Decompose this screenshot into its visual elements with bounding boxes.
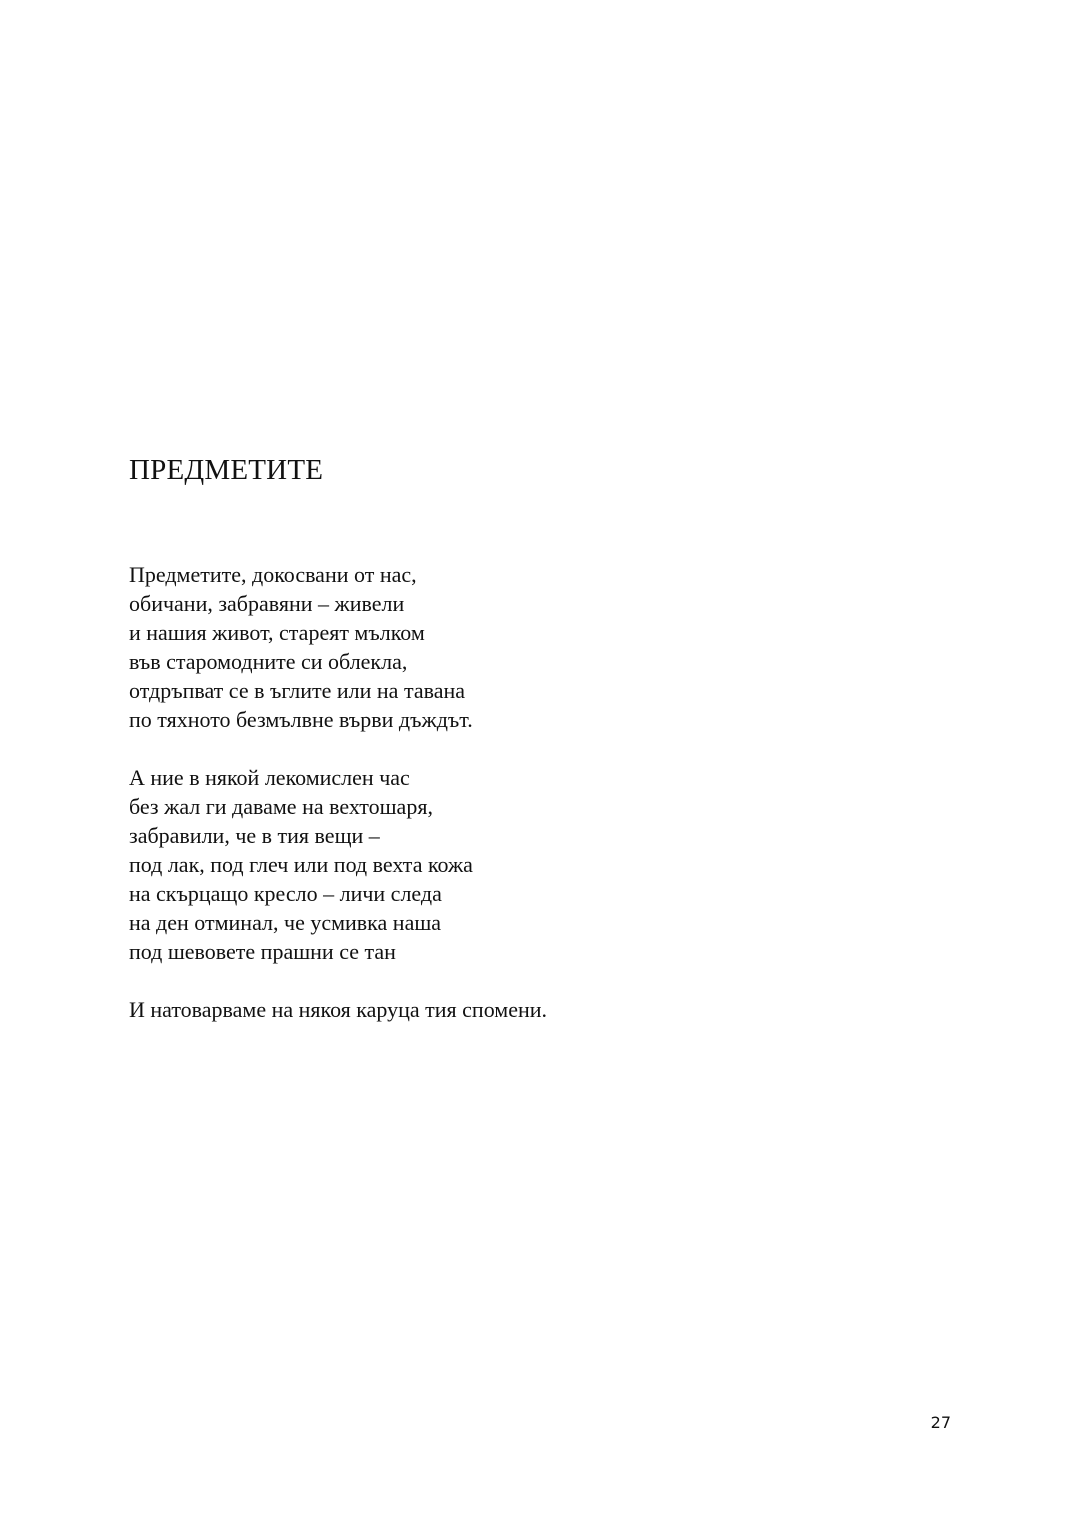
poem-line: във старомодните си облекла, [129,649,408,674]
stanza-1 [129,560,889,734]
poem-line: И натоварваме на някоя каруца тия спомени. [129,997,548,1022]
stanza-2 [129,763,889,966]
poem-line: обичани, забравяни – живели [129,591,405,616]
poem-line: по тяхното безмълвне върви дъждът. [129,707,473,732]
poem-line: и нашия живот, стареят мълком [129,620,425,645]
poem-line: А ние в някой лекомислен час [129,765,410,790]
poem-line: без жал ги даваме на вехтошаря, [129,794,433,819]
stanza-3 [129,995,889,1024]
poem-line: на ден отминал, че усмивка наша [129,910,442,935]
poem-body [129,560,889,1053]
poem-line: на скърцащо кресло – личи следа [129,881,442,906]
poem-line: Предметите, докосвани от нас, [129,562,417,587]
poem-line: отдръпват се в ъглите или на тавана [129,678,465,703]
poem-line: забравили, че в тия вещи – [129,823,380,848]
poem-line: под шевовете прашни се тан [129,939,396,964]
poem-title: ПРЕДМЕТИТЕ [129,454,324,486]
page-number: 27 [930,1413,951,1432]
poem-line: под лак, под глеч или под вехта кожа [129,852,473,877]
